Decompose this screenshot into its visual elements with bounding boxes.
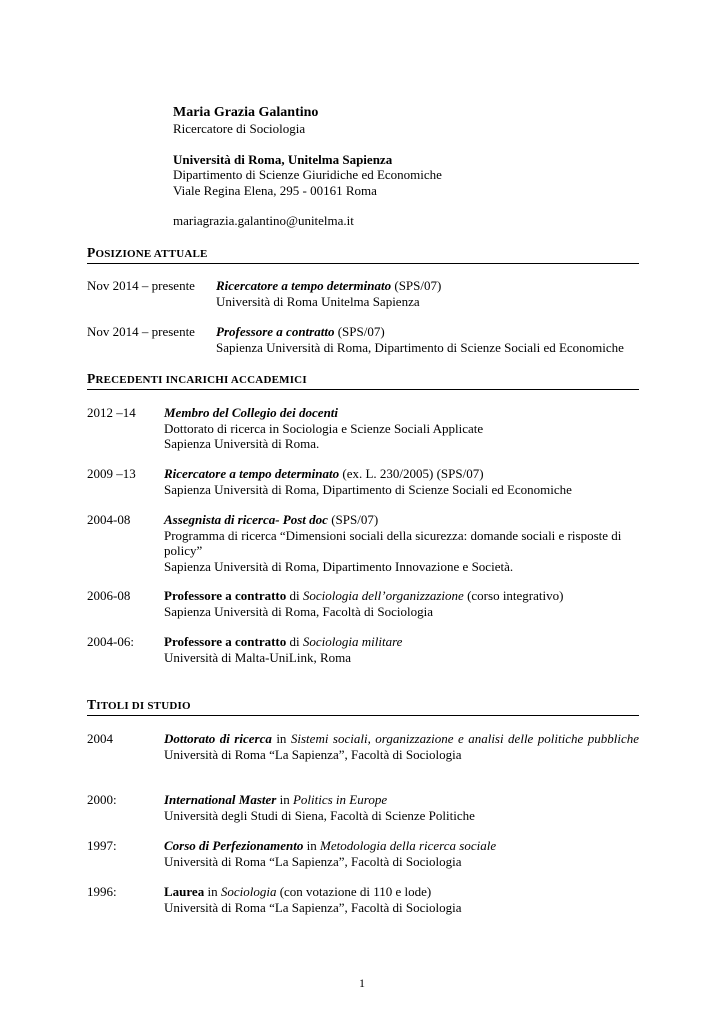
- entry-body: Ricercatore a tempo determinato (ex. L. 230/2005) (SPS/07) Sapienza Università di Roma, Dipartimento di Scienze Sociali ed Economiche: [164, 466, 572, 497]
- entry-date: 1997:: [87, 838, 117, 853]
- person-name: Maria Grazia Galantino: [173, 105, 319, 120]
- entry-body: Corso di Perfezionamento in Metodologia della ricerca sociale Università di Roma “La Sapienza”, Facoltà di Sociologia: [164, 838, 497, 869]
- email-address: mariagrazia.galantino@unitelma.it: [173, 213, 354, 228]
- entry-date: 2009 –13: [87, 466, 136, 481]
- affiliation-university: Università di Roma, Unitelma Sapienza: [173, 151, 393, 167]
- entry-body: Ricercatore a tempo determinato (SPS/07) Università di Roma Unitelma Sapienza: [216, 278, 442, 309]
- page-number: 1: [359, 976, 365, 990]
- entry-body: Professore a contratto di Sociologia militare Università di Malta-UniLink, Roma: [164, 634, 403, 665]
- section-title-current-position: POSIZIONE ATTUALE: [87, 246, 639, 264]
- entry-body: Dottorato di ricerca in Sistemi sociali, organizzazione e analisi delle politiche pubbliche Università di Roma “La Sapienza”, Facoltà di Sociologia: [164, 731, 639, 762]
- entry-date: 2004-06:: [87, 634, 134, 649]
- entry-body: Professore a contratto di Sociologia dell’organizzazione (corso integrativo) Sapienza Università di Roma, Facoltà di Sociologia: [164, 588, 564, 619]
- entry-body: Assegnista di ricerca- Post doc (SPS/07) Programma di ricerca “Dimensioni sociali della sicurezza: domande sociali e risposte di policy” Sapienza Università di Roma, Dipartimento Innovazione e Società.: [164, 512, 622, 574]
- entry-date: Nov 2014 – presente: [87, 278, 195, 293]
- entry-body: Membro del Collegio dei docenti Dottorato di ricerca in Sociologia e Scienze Sociali Applicate Sapienza Università di Roma.: [164, 405, 484, 451]
- affiliation-address: Viale Regina Elena, 295 - 00161 Roma: [173, 182, 377, 198]
- affiliation-department: Dipartimento di Scienze Giuridiche ed Economiche: [173, 167, 442, 182]
- entry-date: Nov 2014 – presente: [87, 324, 195, 339]
- person-role: Ricercatore di Sociologia: [173, 121, 306, 136]
- cv-header: [173, 104, 653, 229]
- entry-body: Professore a contratto (SPS/07) Sapienza Università di Roma, Dipartimento di Scienze Sociali ed Economiche: [216, 324, 624, 355]
- entry-date: 2006-08: [87, 588, 131, 603]
- entry-body: Laurea in Sociologia (con votazione di 110 e lode) Università di Roma “La Sapienza”, Facoltà di Sociologia: [164, 884, 462, 915]
- entry-date: 2000:: [87, 792, 117, 807]
- section-title-previous-positions: PRECEDENTI INCARICHI ACCADEMICI: [87, 372, 639, 390]
- entry-date: 1996:: [87, 884, 117, 899]
- entry-body: International Master in Politics in Europe Università degli Studi di Siena, Facoltà di Scienze Politiche: [164, 792, 475, 823]
- entry-date: 2012 –14: [87, 405, 136, 420]
- entry-date: 2004-08: [87, 512, 131, 527]
- entry-date: 2004: [87, 731, 113, 746]
- section-title-education: TITOLI DI STUDIO: [87, 698, 639, 716]
